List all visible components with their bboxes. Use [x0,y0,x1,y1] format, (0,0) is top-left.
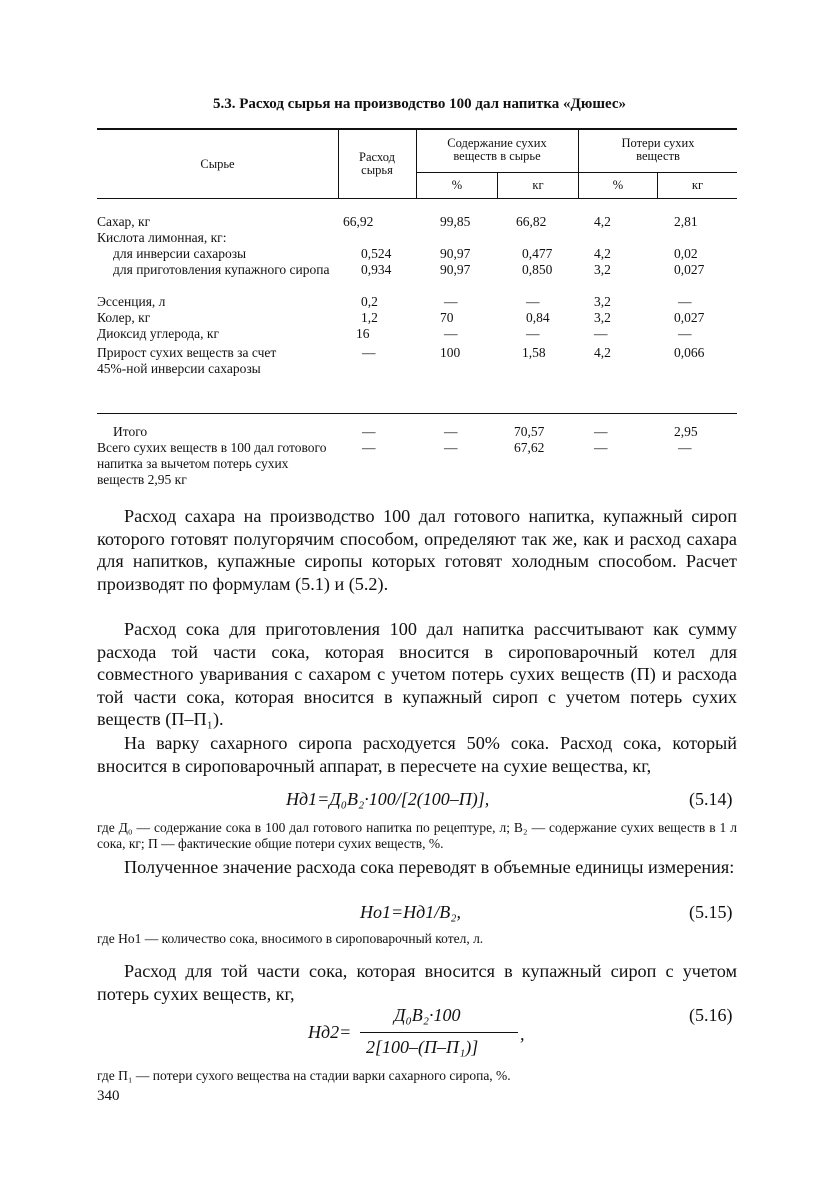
row-label: Всего сухих веществ в 100 дал готового напитка за вычетом потерь сухих веществ 2,95 кг [97,440,327,487]
cell-loss-kg: — [678,440,692,455]
header-consumption: Расход сырья [359,150,395,177]
formula-5-16-comma: , [520,1024,525,1044]
row-label: Эссенция, л [97,294,166,309]
header-kg: кг [691,178,704,192]
header-dry-content: Содержание сухих веществ в сырье [447,136,547,163]
row-label: Прирост сухих веществ за счет 45%-ной инверсии сахарозы [97,345,277,376]
cell-loss-pct: — [594,326,608,341]
cell-consumption: — [362,345,376,360]
cell-loss-pct: 4,2 [594,246,611,261]
formula-note: где Hо1 — количество сока, вносимого в сироповарочный котел, л. [97,931,484,946]
cell-dry-pct: — [444,294,458,309]
row-label: Колер, кг [97,310,151,325]
paragraph [97,856,737,879]
cell-dry-pct: — [444,326,458,341]
equation-number: (5.15) [689,902,733,922]
equation-number: (5.14) [689,789,733,809]
cell-consumption: — [362,440,376,455]
cell-dry-pct: 90,97 [440,246,471,261]
cell-consumption: 0,524 [361,246,392,261]
cell-dry-kg: 0,477 [522,246,553,261]
header-pct: % [612,178,624,192]
row-label: Диоксид углерода, кг [97,326,220,341]
paragraph [97,732,737,777]
cell-dry-kg: — [526,294,540,309]
cell-loss-kg: 0,066 [674,345,705,360]
table-title: 5.3. Расход сырья на производство 100 дал напитка «Дюшес» [212,96,627,112]
cell-dry-kg: — [526,326,540,341]
cell-consumption: 16 [356,326,370,341]
cell-dry-pct: 90,97 [440,262,471,277]
formula-5-15: Hо1=Hд1/B₂, [360,902,462,922]
cell-loss-kg: 0,02 [674,246,698,261]
cell-loss-pct: 4,2 [594,345,611,360]
table-header-bottom-rule [97,198,737,199]
fraction-bar [360,1032,518,1033]
cell-dry-kg: 1,58 [522,345,546,360]
cell-dry-pct: 70 [440,310,454,325]
cell-loss-pct: 4,2 [594,214,611,229]
paragraph-text: На варку сахарного сиропа расходуется 50% сока. Расход сока, который вносится в сироповарочный аппарат, в пересчете на сухие вещества, кг, [97,733,737,776]
formula-5-14: Hд1=Д₀B₂·100/[2(100–П)], [286,789,490,809]
paragraph-text: Расход сахара на производство 100 дал готового напитка, купажный сироп которого готовят полугорячим способом, определяют так же, как и расход сахара для напитков, купажные сиропы которых готовят холодным способом. Расчет производят по формулам (5.1) и (5.2). [97,506,737,594]
cell-dry-kg: 0,850 [522,262,553,277]
paragraph [97,960,737,1005]
cell-dry-kg: 0,84 [526,310,550,325]
header-raw: Сырье [200,157,235,171]
page-number: 340 [97,1088,120,1104]
formula-5-16-lhs: Hд2= [308,1022,352,1042]
paragraph [97,618,737,731]
cell-dry-kg: 70,57 [514,424,545,439]
cell-consumption: 0,934 [361,262,392,277]
table-subheader-rule [416,172,737,173]
header-dry-loss: Потери сухих веществ [621,136,695,163]
cell-consumption: — [362,424,376,439]
cell-consumption: 66,92 [343,214,374,229]
row-label: Итого [113,424,148,439]
cell-dry-kg: 67,62 [514,440,545,455]
cell-loss-kg: 2,81 [674,214,698,229]
cell-loss-kg: 0,027 [674,262,705,277]
header-pct: % [451,178,463,192]
paragraph-text: Полученное значение расхода сока переводят в объемные единицы измерения: [124,857,735,877]
cell-loss-pct: — [594,424,608,439]
formula-note: где Д₀ — содержание сока в 100 дал готового напитка по рецептуре, л; B₂ — содержание сухих веществ в 1 л сока, кг; П — фактические общие потери сухих веществ, %. [97,820,737,851]
header-kg: кг [532,178,544,192]
paragraph-text: Расход для той части сока, которая вносится в купажный сироп с учетом потерь сухих веществ, кг, [97,961,737,1004]
cell-dry-pct: — [444,424,458,439]
equation-number: (5.16) [689,1005,733,1025]
paragraph-text: Расход сока для приготовления 100 дал напитка рассчитывают как сумму расхода той части сока, которая вносится в сироповарочный котел для совместного уваривания с сахаром с учетом потерь сухих веществ (П) и расхода той части сока, которая вносится в купажный сироп с учетом потерь сухих веществ (П–П₁). [97,619,737,729]
cell-loss-kg: 2,95 [674,424,698,439]
row-label: Кислота лимонная, кг: [97,230,227,245]
row-label: Сахар, кг [97,214,151,229]
cell-dry-pct: 99,85 [440,214,471,229]
cell-loss-kg: 0,027 [674,310,705,325]
cell-loss-kg: — [678,326,692,341]
cell-dry-pct: 100 [440,345,461,360]
row-label: для инверсии сахарозы [113,246,247,261]
row-label: для приготовления купажного сиропа [113,262,330,277]
formula-note: где П₁ — потери сухого вещества на стадии варки сахарного сиропа, %. [97,1068,511,1083]
cell-consumption: 1,2 [361,310,378,325]
table-top-rule [97,128,737,130]
cell-loss-pct: 3,2 [594,294,611,309]
cell-dry-pct: — [444,440,458,455]
cell-consumption: 0,2 [361,294,378,309]
cell-loss-pct: 3,2 [594,310,611,325]
formula-5-16-numerator: Д₀B₂·100 [394,1005,461,1025]
cell-loss-kg: — [678,294,692,309]
table-divider [338,129,339,199]
formula-5-16-denominator: 2[100–(П–П₁)] [366,1037,479,1057]
cell-loss-pct: — [594,440,608,455]
paragraph [97,505,737,595]
cell-loss-pct: 3,2 [594,262,611,277]
cell-dry-kg: 66,82 [516,214,547,229]
table-total-rule [97,413,737,414]
